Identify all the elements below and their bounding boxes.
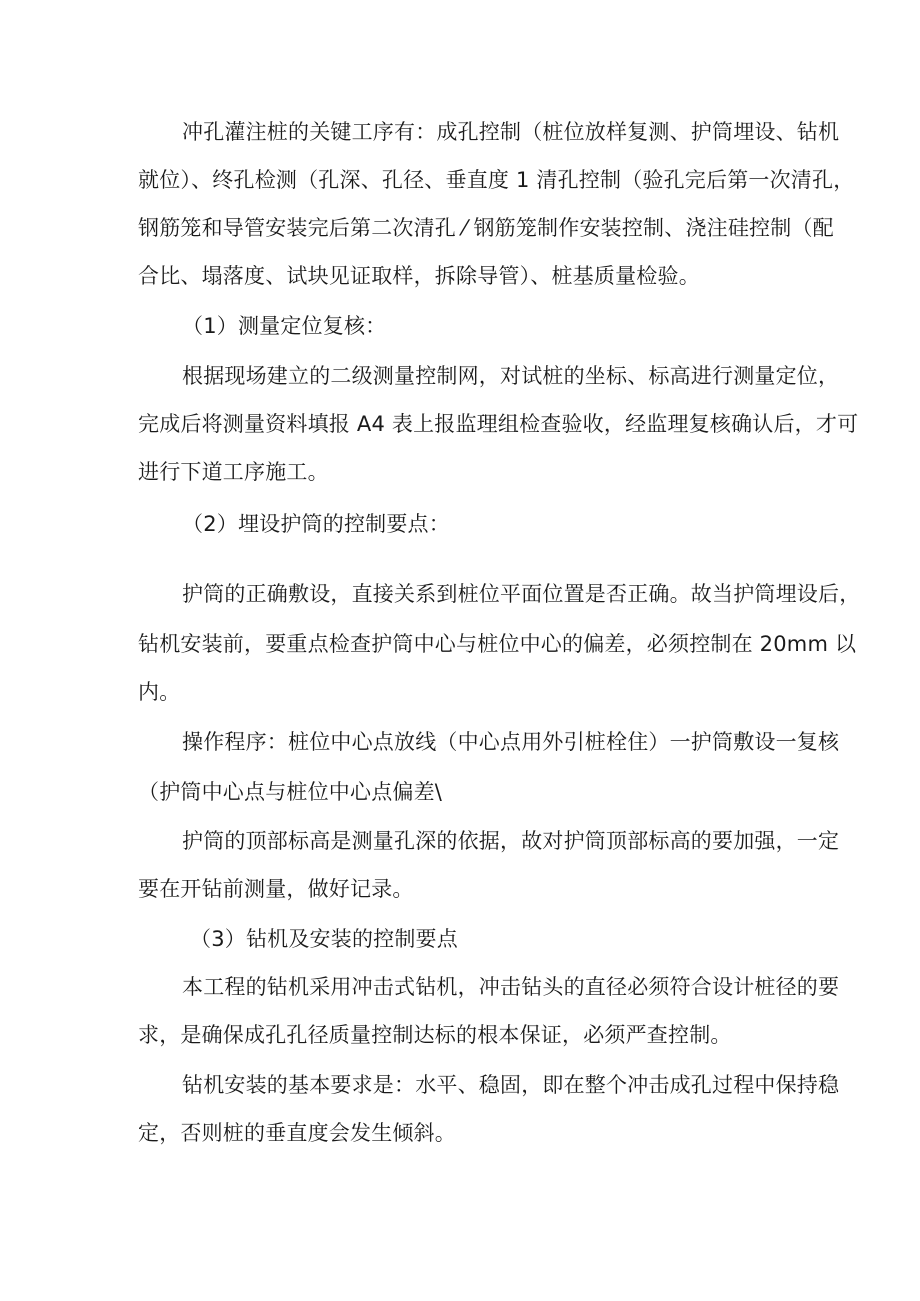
paragraph-key-procedures-line-3: 钢筋笼和导管安装完后第二次清孔 ⁄ 钢筋笼制作安装控制、浇注硅控制（配 [138,216,834,240]
paragraph-drill-line-2: 求，是确保成孔孔径质量控制达标的根本保证，必须严查控制。 [138,1023,732,1047]
section-heading-1: （1）测量定位复核： [182,314,387,338]
paragraph-key-procedures-line-4: 合比、塌落度、试块见证取样，拆除导管）、桩基质量检验。 [138,264,700,288]
paragraph-key-procedures-line-1: 冲孔灌注桩的关键工序有：成孔控制（桩位放样复测、护筒埋设、钻机 [182,120,840,144]
paragraph-casing-top-line-1: 护筒的顶部标高是测量孔深的依据，故对护筒顶部标高的要加强，一定 [182,829,840,853]
paragraph-drill-install-line-1: 钻机安装的基本要求是：水平、稳固，即在整个冲击成孔过程中保持稳 [182,1073,840,1097]
paragraph-key-procedures-line-2: 就位）、终孔检测（孔深、孔径、垂直度 1 清孔控制（验孔完后第一次清孔， [138,168,855,192]
paragraph-procedure-line-1: 操作程序：桩位中心点放线（中心点用外引桩栓住）一护筒敷设一复核 [182,730,840,754]
paragraph-procedure-line-2: （护筒中心点与桩位中心点偏差\ [138,780,443,804]
paragraph-survey-line-3: 进行下道工序施工。 [138,460,329,484]
paragraph-casing-line-2: 钻机安装前，要重点检查护筒中心与桩位中心的偏差，必须控制在 20mm 以 [138,632,857,656]
paragraph-casing-line-3: 内。 [138,680,181,704]
section-heading-2: （2）埋设护筒的控制要点： [182,512,450,536]
paragraph-survey-line-2: 完成后将测量资料填报 A4 表上报监理组检查验收，经监理复核确认后，才可 [138,412,859,436]
paragraph-casing-top-line-2: 要在开钻前测量，做好记录。 [138,877,414,901]
section-heading-3: （3）钻机及安装的控制要点 [190,927,458,951]
paragraph-casing-line-1: 护筒的正确敷设，直接关系到桩位平面位置是否正确。故当护筒埋设后， [182,582,861,606]
paragraph-drill-install-line-2: 定，否则桩的垂直度会发生倾斜。 [138,1121,456,1145]
paragraph-survey-line-1: 根据现场建立的二级测量控制网，对试桩的坐标、标高进行测量定位， [182,364,840,388]
paragraph-drill-line-1: 本工程的钻机采用冲击式钻机，冲击钻头的直径必须符合设计桩径的要 [182,975,840,999]
